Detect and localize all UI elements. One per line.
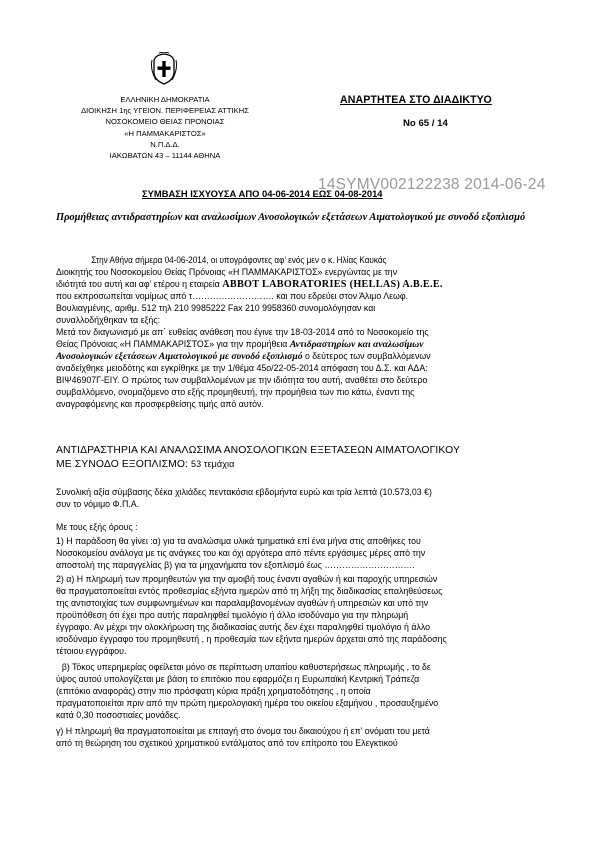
body-line: Βουλιαγμένης, αριθμ. 512 τηλ 210 9985222 Fax 210 9958360 συνομολόγησαν και [56, 303, 376, 313]
body-line [56, 279, 540, 290]
body-line: συν το νόμιμο Φ.Π.Α. [56, 499, 140, 509]
issuer-line: Ν.Π.Δ.Δ. [150, 139, 180, 149]
issuer-line: ΕΛΛΗΝΙΚΗ ΔΗΜΟΚΡΑΤΙΑ [120, 95, 210, 104]
publication-notice: ΑΝΑΡΤΗΤΕΑ ΣΤΟ ΔΙΑΔΙΚΤΥΟ [340, 94, 492, 106]
issuer-line: ΝΟΣΟΚΟΜΕΙΟ ΘΕΙΑΣ ΠΡΟΝΟΙΑΣ [105, 117, 225, 127]
protocol-number: Νο 65 / 14 [403, 118, 448, 129]
term-line: τέτοιου εγγράφου. [56, 646, 127, 656]
items-line [56, 459, 540, 470]
issuer-line: ΙΑΚΩΒΑΤΩΝ 43 – 11144 ΑΘΗΝΑ [109, 151, 221, 161]
body-line: Συνολική αξία σύμβασης δέκα χιλιάδες πεντακόσια εβδομήντα ευρώ και τρία λεπτά (10.573,03 €) [56, 487, 432, 497]
term-line: κατά 0,30 ποσοστιαίες μονάδες. [56, 710, 181, 720]
body-line: Στην Αθήνα σήμερα 04-06-2014, οι υπογράφοντες αφ’ ενός μεν ο κ. Ηλίας Καυκάς [91, 255, 387, 265]
contract-subject: Προμήθειας αντιδραστηρίων και αναλωσίμων Ανοσολογικών εξετάσεων Αιματολογικού με συνοδό εξοπλισμό [56, 212, 526, 223]
term-line: της αντιστοιχίας των συμφωνημένων και παραλαμβανομένων αγαθών ή υπηρεσιών και υπό την [56, 598, 429, 608]
term-line: θα πραγματοποιείται εντός προθεσμίας εξήντα ημερών από τη λήξη της διαδικασίας επαληθεύσεως [56, 586, 443, 596]
body-line: Διοικητής του Νοσοκομείου Θείας Πρόνοιας «Η ΠΑΜΜΑΚΑΡΙΣΤΟΣ» ενεργώντας με την [56, 267, 398, 277]
items-line: ΑΝΤΙΔΡΑΣΤΗΡΙΑ ΚΑΙ ΑΝΑΛΩΣΙΜΑ ΑΝΟΣΟΛΟΓΙΚΩΝ ΕΞΕΤΑΣΕΩΝ ΑΙΜΑΤΟΛΟΓΙΚΟΥ [56, 445, 460, 456]
body-text: ο δεύτερος των συμβαλλόμενων [304, 351, 431, 361]
term-line: προϋπόθεση ότι έχει προ αυτής παραληφθεί τιμολόγιο ή άλλο ισοδύναμο για την πληρωμή [56, 610, 409, 620]
body-line: που εκπροσωπείται νομίμως από τ………………………. και που εδρεύει στον Άλιμο Λεωφ. [56, 291, 409, 301]
term-line: αποστολή της παραγγελίας β) για τα μηχανήματα τον εξοπλισμό έως …………………………. [56, 560, 415, 570]
body-line: αναγραφόμενης και προσφερθείσης τιμής από αυτόν. [56, 399, 264, 409]
contract-validity-text: ΣΥΜΒΑΣΗ ΙΣΧΥΟΥΣΑ ΑΠΟ 04-06-2014 ΕΩΣ 04-08-2014 [142, 188, 383, 199]
contract-validity-heading [142, 188, 383, 199]
issuer-line: ΔΙΟΙΚΗΣΗ 1ης ΥΓΕΙΟΝ. ΠΕΡΙΦΕΡΕΙΑΣ ΑΤΤΙΚΗΣ [81, 106, 249, 116]
body-line: ΒΙΨ46907Γ-ΕΙΥ. Ο πρώτος των συμβαλλομένων με την ιδιότητα του αυτή, αναθέτει στο δεύτερο [56, 375, 428, 385]
body-text: ιδιότητά του αυτή και αφ’ ετέρου η εταιρεία [56, 279, 220, 289]
terms-intro: Με τους εξής όρους : [56, 522, 138, 532]
term-line: πραγματοποιείται πριν από την πρώτη ημερολογιακή ημέρα του οικείου εξαμήνου , προσαυξημένο [56, 698, 439, 708]
term-line: γ) Η πληρωμή θα πραγματοποιείται με επιταγή στο όνομα του δικαιούχου ή επ’ ονόματι του μετά [56, 726, 430, 736]
body-line: Μετά τον διαγωνισμό με απ΄ ευθείας ανάθεση που έγινε την 18-03-2014 από το Νοσοκομείο της [56, 327, 429, 337]
diavgeia-watermark: 14SYMV002122238 2014-06-24 [318, 176, 546, 193]
body-line [56, 339, 540, 350]
term-line: β) Τόκος υπερημερίας οφείλεται μόνο σε περίπτωση υπαιτίου καθυστερήσεως πληρωμής , το δε [61, 662, 431, 672]
body-line: συμβαλλόμενο, ονομαζόμενο στο εξής προμηθευτή, την προμήθεια των πιο κάτω, έναντι της [56, 387, 415, 397]
greek-coat-of-arms-icon [150, 52, 178, 86]
issuer-block [60, 94, 270, 161]
term-line: 2) α) Η πληρωμή των προμηθευτών για την αμοιβή τους έναντι αγαθών ή και παροχής υπηρεσιών [56, 574, 438, 584]
term-line: από τη θεώρηση του σχετικού χρηματικού εντάλματος από τον επίτροπο του Ελεγκτικού [56, 738, 398, 748]
term-line: έγγραφο. Αν μέχρι την ολοκλήρωση της διαδικασίας αυτής δεν έχει παραληφθεί τιμολόγιο ή άλλο [56, 622, 431, 632]
body-text: Θείας Πρόνοιας «Η ΠΑΜΜΑΚΑΡΙΣΤΟΣ» για την προμήθεια [56, 339, 288, 349]
term-line: (επιτόκιο αναφοράς) στην πιο πρόσφατη κύρια πράξη χρηματοδότησης , η οποία [56, 686, 371, 696]
body-line: συναλλοδήχθηκαν τα εξής: [56, 315, 161, 325]
body-line [56, 351, 540, 362]
issuer-line: «Η ΠΑΜΜΑΚΑΡΙΣΤΟΣ» [124, 128, 206, 138]
company-name: ABBOT LABORATORIES (HELLAS) A.B.E.E. [222, 279, 443, 290]
items-text: ΜΕ ΣΥΝΟΔΟ ΕΞΟΠΛΙΣΜΟ: [56, 459, 189, 470]
term-line: Νοσοκομείου ανάλογα με τις ανάγκες του και όχι αργότερα από πέντε εργάσιμες μέρες από την [56, 548, 426, 558]
term-line: ισοδύναμο έγγραφο του προμηθευτή , η προθεσμία των εξήντα ημερών άρχεται από της παράδοσης [56, 634, 447, 644]
term-line: ύψος αυτού υπολογίζεται με βάση το επιτόκιο που εφαρμόζει η Ευρωπαϊκή Κεντρική Τράπεζα [56, 674, 420, 684]
body-emphasis: Αντιδραστηρίων και αναλωσίμων [289, 339, 424, 350]
term-line: 1) Η παράδοση θα γίνει :α) για τα αναλώσιμα υλικά τμηματικά επί ένα μήνα στις αποθήκες του [56, 536, 421, 546]
body-line: αναδείχθηκε μειοδότης και εγκρίθηκε με την 1/θέμα 45ο/22-05-2014 απόφαση του Δ.Σ. και ΑΔΑ: [56, 363, 428, 373]
body-emphasis: Ανοσολογικών εξετάσεων Αιματολογικού με συνοδό εξοπλισμό [56, 351, 303, 362]
items-quantity: 53 τεμάχια [191, 459, 235, 469]
